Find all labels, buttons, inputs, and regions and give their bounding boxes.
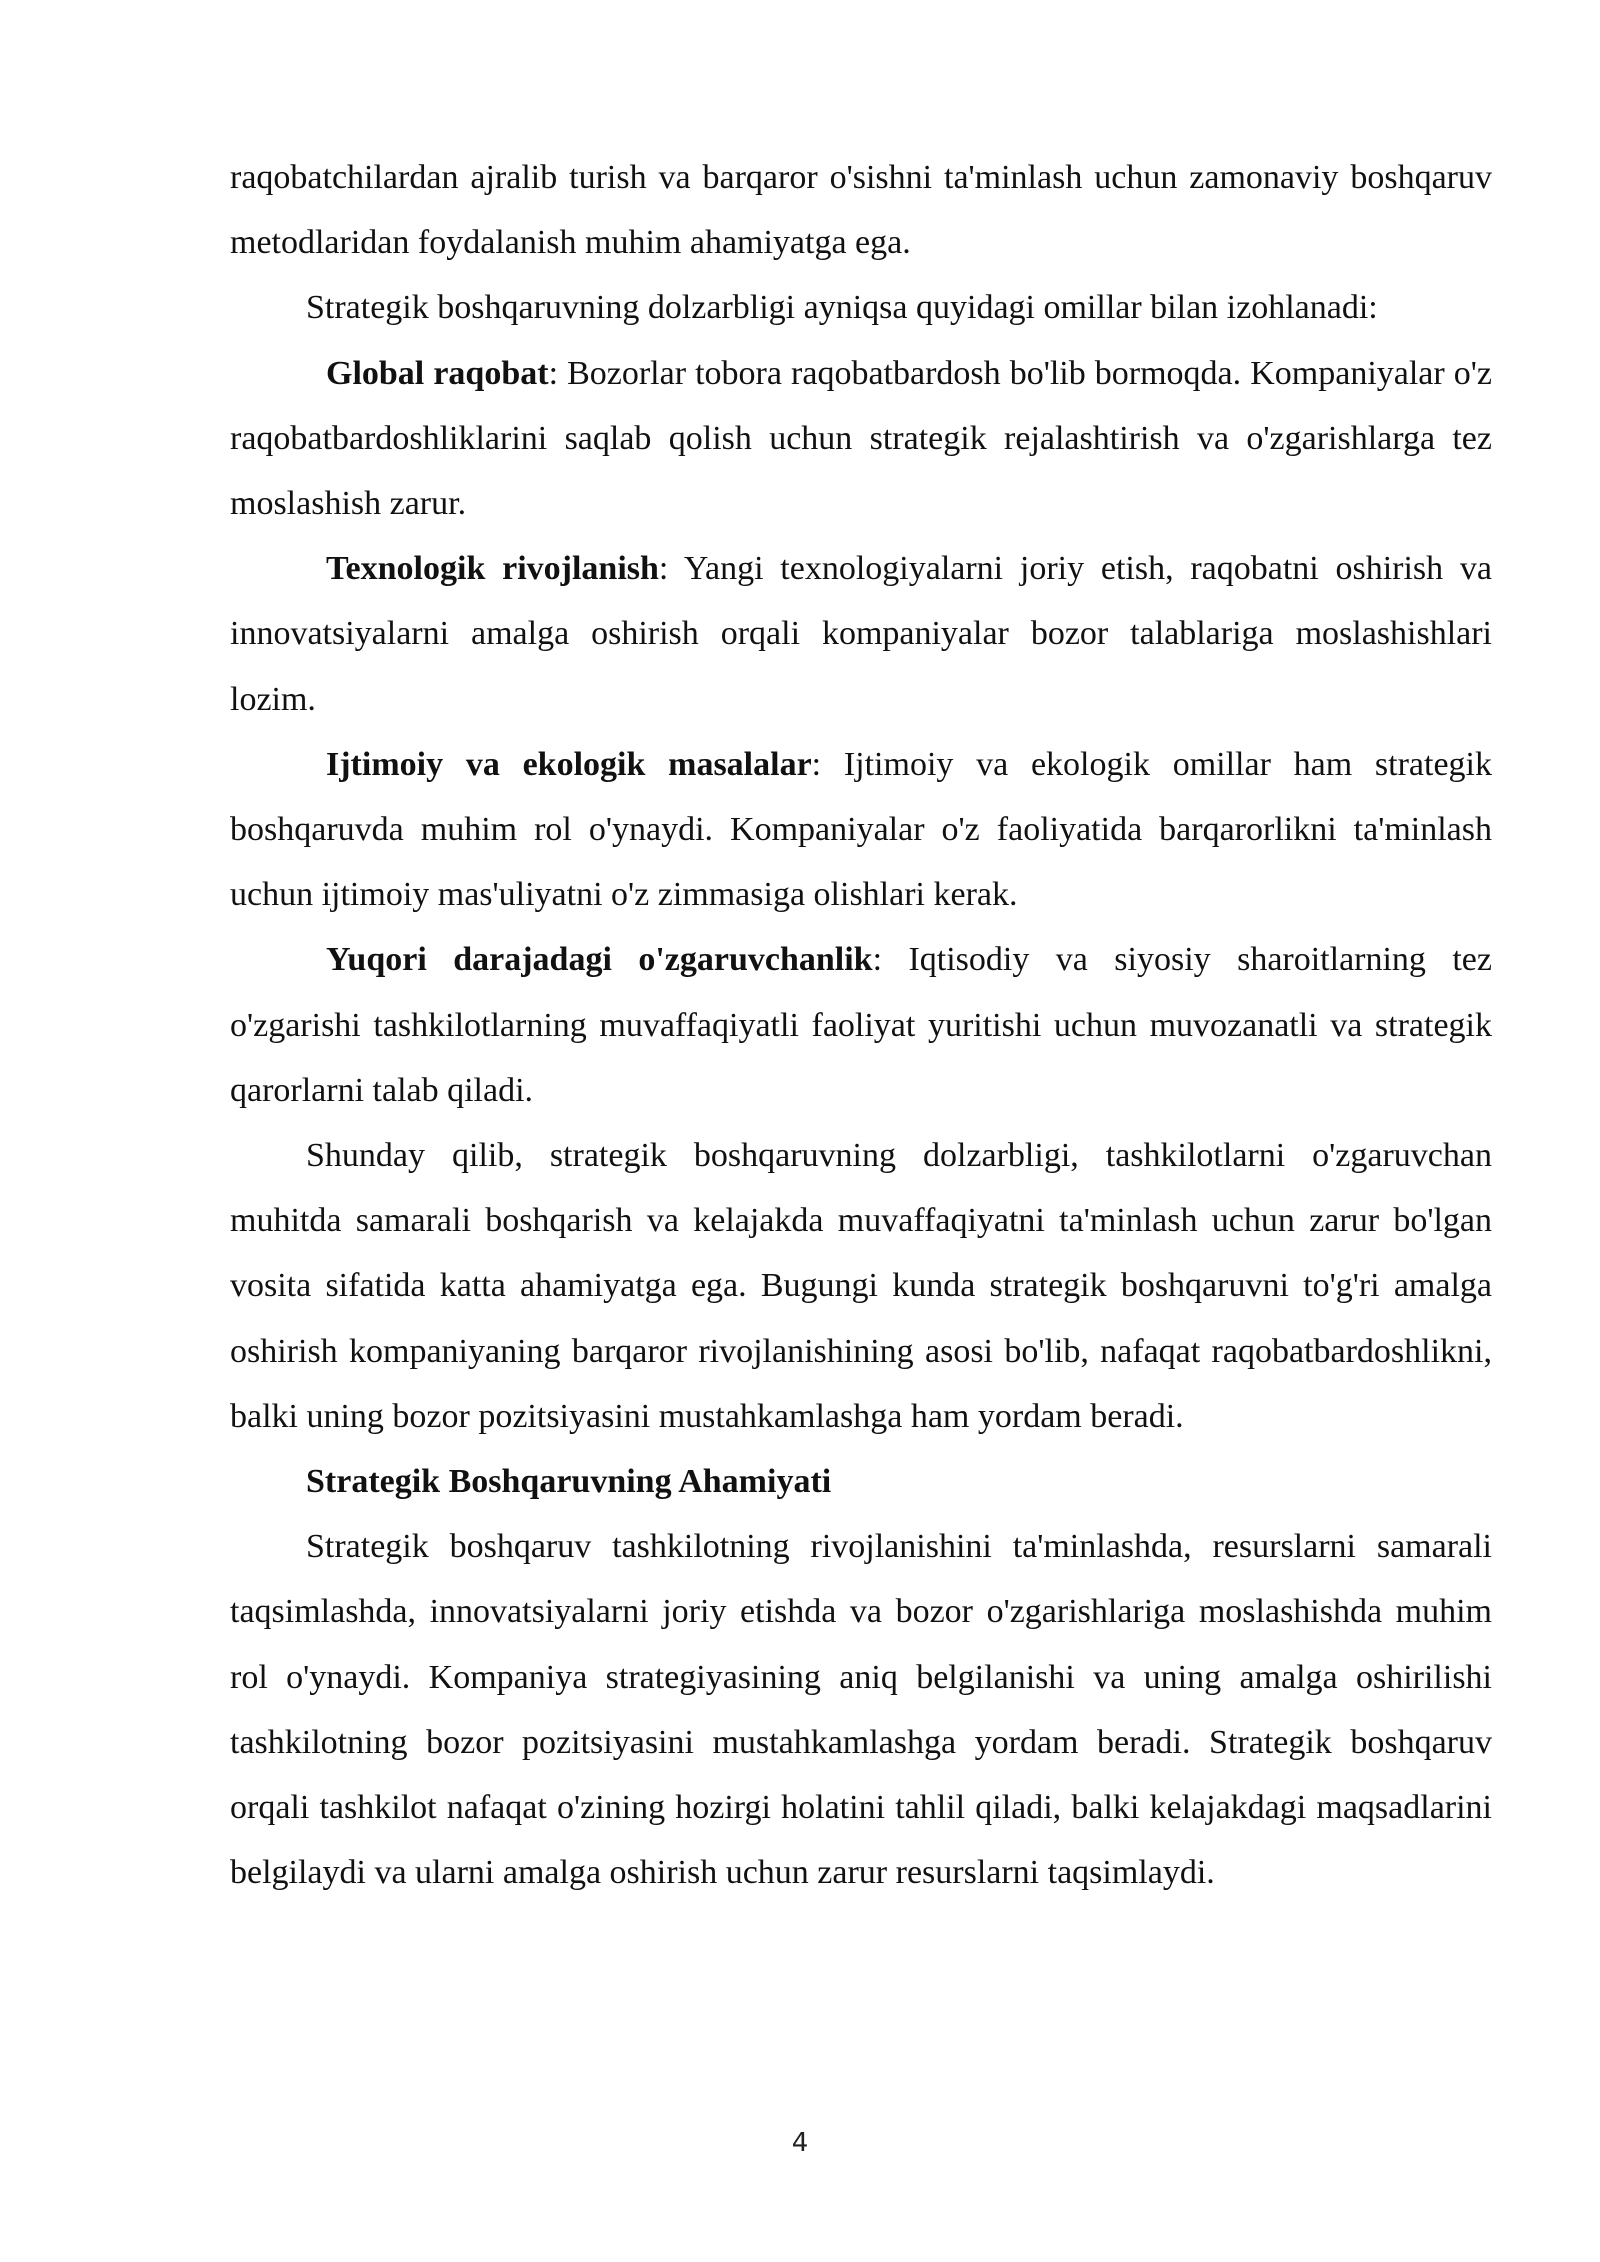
factor-term: Yuqori darajadagi o'zgaruvchanlik — [326, 941, 873, 979]
factor-description: : Bozorlar tobora raqobatbardosh bo'lib bormoqda. Kompaniyalar o'z raqobatbardoshliklarini saqlab qolish uchun strategik rejalashtirish va o'zgarishlarga tez moslashish zarur. — [230, 354, 1493, 523]
factor-term: Global raqobat — [326, 354, 549, 392]
paragraph-intro-continuation: raqobatchilardan ajralib turish va barqaror o'sishni ta'minlash uchun zamonaviy boshqaruv metodlaridan foydalanish muhim ahamiyatga ega. — [230, 159, 1492, 262]
factor-description: : Ijtimoiy va ekologik omillar ham strategik boshqaruvda muhim rol o'ynaydi. Kompaniyalar o'z faoliyatida barqarorlikni ta'minlash uchun ijtimoiy mas'uliyatni o'z zimmasiga olishlari kerak. — [230, 745, 1492, 914]
section-heading: Strategik Boshqaruvning Ahamiyati — [306, 1463, 832, 1501]
factor-description: : Iqtisodiy va siyosiy sharoitlarning tez o'zgarishi tashkilotlarning muvaffaqiyatli faoliyat yuritishi uchun muvozanatli va strategik qarorlarni talab qiladi. — [230, 941, 1492, 1109]
document-page — [230, 145, 1492, 1905]
factor-social-ecological — [230, 732, 1492, 928]
factor-description: : Yangi texnologiyalarni joriy etish, raqobatni oshirish va innovatsiyalarni amalga oshirish orqali kompaniyalar bozor talablariga moslashishlari lozim. — [230, 550, 1492, 718]
factor-term: Texnologik rivojlanish — [326, 550, 659, 588]
factor-term: Ijtimoiy va ekologik masalalar — [326, 745, 812, 783]
page-number: 4 — [791, 2128, 809, 2158]
paragraph-section-body: Strategik boshqaruv tashkilotning rivojlanishini ta'minlashda, resurslarni samarali taqsimlashda, innovatsiyalarni joriy etishda va bozor o'zgarishlariga moslashishda muhim rol o'ynaydi. Kompaniya strategiyasining aniq belgilanishi va uning amalga oshirilishi tashkilotning bozor pozitsiyasini mustahkamlashga yordam beradi. Strategik boshqaruv orqali tashkilot nafaqat o'zining hozirgi holatini tahlil qiladi, balki kelajakdagi maqsadlarini belgilaydi va ularni amalga oshirish uchun zarur resurslarni taqsimlaydi. — [230, 1528, 1492, 1892]
factor-high-volatility — [230, 927, 1492, 1123]
paragraph-conclusion: Shunday qilib, strategik boshqaruvning dolzarbligi, tashkilotlarni o'zgaruvchan muhitda samarali boshqarish va kelajakda muvaffaqiyatni ta'minlash uchun zarur bo'lgan vosita sifatida katta ahamiyatga ega. Bugungi kunda strategik boshqaruvni to'g'ri amalga oshirish kompaniyaning barqaror rivojlanishining asosi bo'lib, nafaqat raqobatbardoshlikni, balki uning bozor pozitsiyasini mustahkamlashga ham yordam beradi. — [230, 1137, 1492, 1435]
factor-technological-development — [230, 536, 1492, 732]
paragraph-factors-intro: Strategik boshqaruvning dolzarbligi ayniqsa quyidagi omillar bilan izohlanadi: — [306, 289, 1378, 327]
factor-global-competition — [230, 341, 1492, 537]
